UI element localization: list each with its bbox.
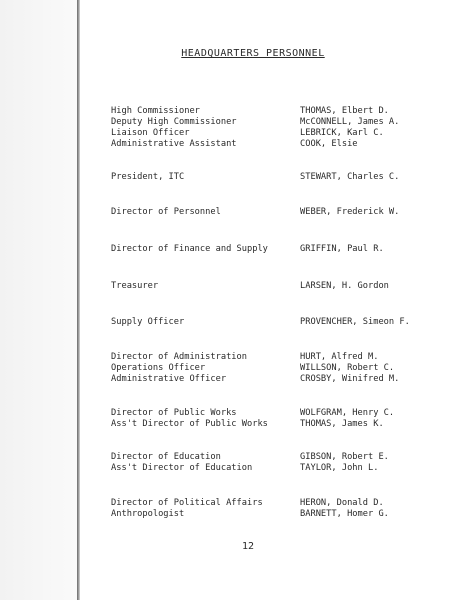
personnel-row (0, 374, 460, 385)
personnel-row (0, 363, 460, 374)
page-number: 12 (241, 541, 255, 552)
position-title: Director of Administration (111, 352, 247, 362)
person-name: WILLSON, Robert C. (300, 363, 395, 373)
position-title: Director of Education (111, 452, 221, 462)
person-name: CROSBY, Winifred M. (300, 374, 400, 384)
personnel-group (0, 452, 460, 474)
position-title: Supply Officer (111, 317, 185, 327)
personnel-group (0, 352, 460, 385)
person-name: HERON, Donald D. (300, 498, 384, 508)
position-title: Deputy High Commissioner (111, 117, 237, 127)
person-name: WOLFGRAM, Henry C. (300, 408, 395, 418)
personnel-group (0, 244, 460, 255)
position-title: Director of Political Affairs (111, 498, 263, 508)
personnel-row (0, 498, 460, 509)
position-title: Operations Officer (111, 363, 206, 373)
personnel-row (0, 352, 460, 363)
personnel-group (0, 317, 460, 328)
person-name: HURT, Alfred M. (300, 352, 379, 362)
position-title: Ass't Director of Education (111, 463, 253, 473)
person-name: WEBER, Frederick W. (300, 207, 400, 217)
personnel-row (0, 408, 460, 419)
person-name: TAYLOR, John L. (300, 463, 379, 473)
personnel-row (0, 172, 460, 183)
position-title: Director of Finance and Supply (111, 244, 268, 254)
person-name: LEBRICK, Karl C. (300, 128, 384, 138)
personnel-group (0, 207, 460, 218)
person-name: LARSEN, H. Gordon (300, 281, 389, 291)
personnel-row (0, 509, 460, 520)
position-title: Administrative Officer (111, 374, 227, 384)
position-title: Director of Public Works (111, 408, 237, 418)
personnel-row (0, 128, 460, 139)
person-name: BARNETT, Homer G. (300, 509, 389, 519)
personnel-group (0, 281, 460, 292)
personnel-row (0, 452, 460, 463)
person-name: COOK, Elsie (300, 139, 358, 149)
person-name: PROVENCHER, Simeon F. (300, 317, 410, 327)
person-name: McCONNELL, James A. (300, 117, 400, 127)
person-name: GRIFFIN, Paul R. (300, 244, 384, 254)
person-name: GIBSON, Robert E. (300, 452, 389, 462)
position-title: Director of Personnel (111, 207, 221, 217)
personnel-row (0, 139, 460, 150)
position-title: Anthropologist (111, 509, 185, 519)
position-title: President, ITC (111, 172, 185, 182)
position-title: Administrative Assistant (111, 139, 237, 149)
personnel-row (0, 419, 460, 430)
personnel-row (0, 106, 460, 117)
personnel-row (0, 207, 460, 218)
position-title: Ass't Director of Public Works (111, 419, 268, 429)
position-title: High Commissioner (111, 106, 200, 116)
person-name: STEWART, Charles C. (300, 172, 400, 182)
person-name: THOMAS, Elbert D. (300, 106, 389, 116)
page-title: HEADQUARTERS PERSONNEL (181, 48, 325, 59)
personnel-group (0, 172, 460, 183)
position-title: Treasurer (111, 281, 159, 291)
personnel-row (0, 463, 460, 474)
personnel-group (0, 106, 460, 150)
personnel-row (0, 317, 460, 328)
personnel-row (0, 244, 460, 255)
personnel-row (0, 281, 460, 292)
personnel-group (0, 408, 460, 430)
position-title: Liaison Officer (111, 128, 190, 138)
personnel-group (0, 498, 460, 520)
personnel-row (0, 117, 460, 128)
person-name: THOMAS, James K. (300, 419, 384, 429)
